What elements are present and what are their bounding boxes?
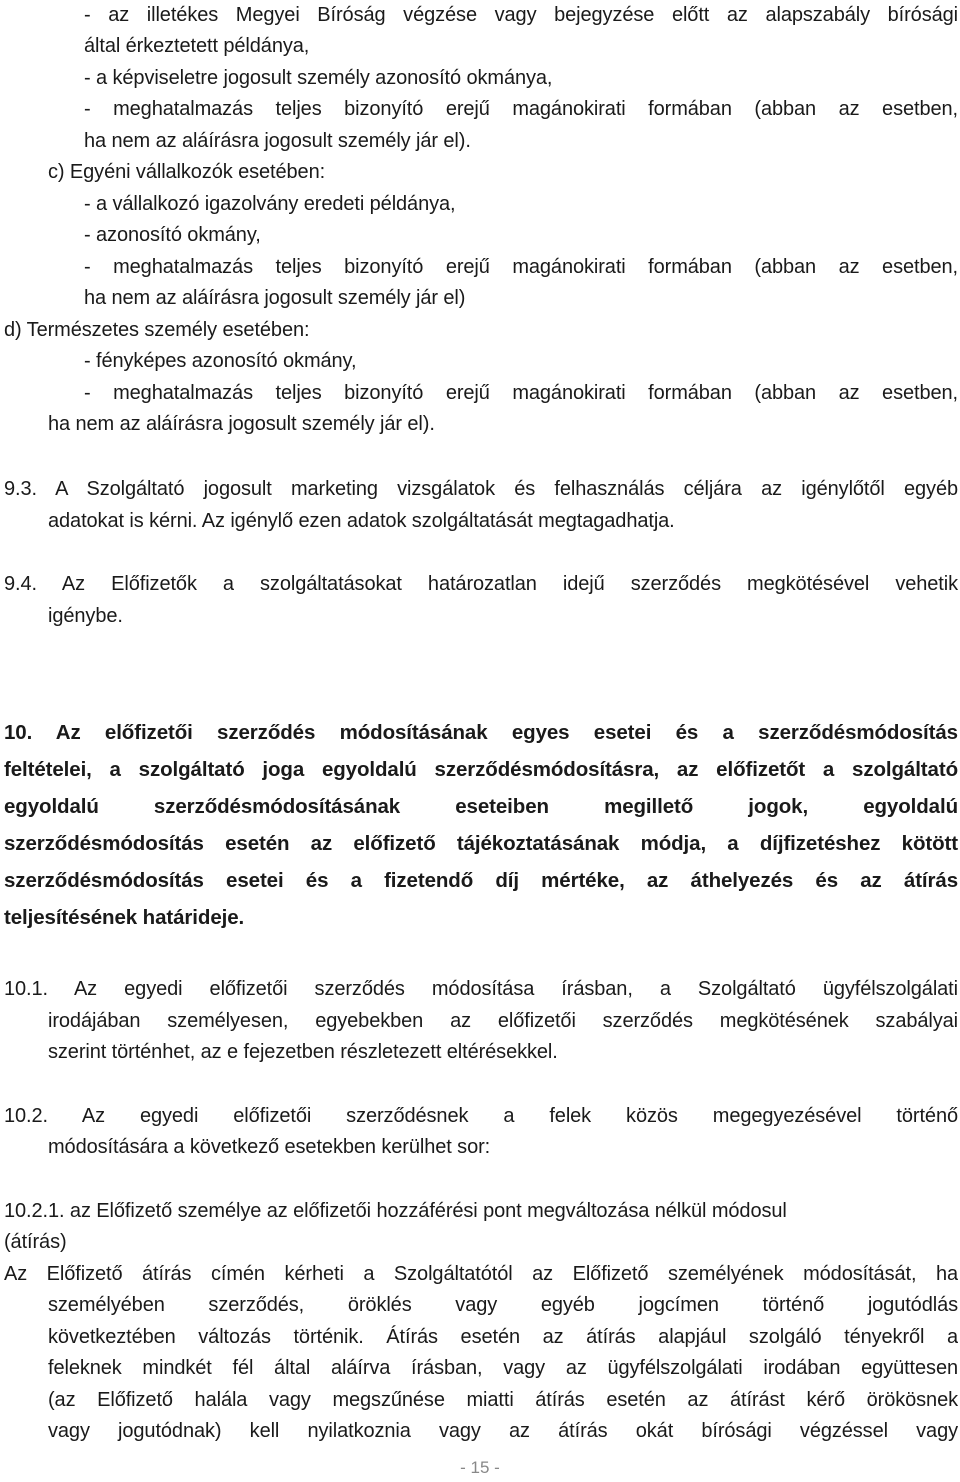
text-line: által érkeztetett példánya, bbox=[84, 35, 310, 57]
paragraph-10-2-1: (átírás) bbox=[4, 1231, 67, 1253]
paragraph-9-3: 9.3. A Szolgáltató jogosult marketing vizsgálatok és felhasználás céljára az igénylőtől egyéb bbox=[4, 478, 958, 500]
list-item: ha nem az aláírásra jogosult személy jár el). bbox=[48, 413, 435, 435]
section-heading: feltételei, a szolgáltató joga egyoldalú szerződésmódosításra, az előfizetőt a szolgáltató bbox=[4, 758, 958, 781]
text-line: - meghatalmazás teljes bizonyító erejű magánokirati formában (abban az esetben, bbox=[84, 98, 958, 120]
text-line: ha nem az aláírásra jogosult személy jár el). bbox=[84, 130, 471, 152]
section-c-title: c) Egyéni vállalkozók esetében: bbox=[48, 161, 326, 183]
text-line: - az illetékes Megyei Bíróság végzése vagy bejegyzése előtt az alapszabály bírósági bbox=[84, 4, 958, 26]
paragraph-body: (az Előfizető halála vagy megszűnése miatti átírás esetén az átírást kérő örökösnek bbox=[48, 1389, 958, 1411]
section-heading: egyoldalú szerződésmódosításának eseteiben megillető jogok, egyoldalú bbox=[4, 795, 958, 818]
list-item: - meghatalmazás teljes bizonyító erejű magánokirati formában (abban az esetben, bbox=[84, 256, 958, 278]
paragraph-body: következtében változás történik. Átírás esetén az átírás alapjául szolgáló tényekről a bbox=[48, 1326, 958, 1348]
paragraph-10-2-1: 10.2.1. az Előfizető személye az előfizetői hozzáférési pont megváltozása nélkül módosul bbox=[4, 1200, 787, 1222]
paragraph-body: feleknek mindkét fél által aláírva írásban, vagy az ügyfélszolgálati irodában együttesen bbox=[48, 1357, 958, 1379]
list-item: - azonosító okmány, bbox=[84, 224, 261, 246]
text-line: - a képviseletre jogosult személy azonosító okmánya, bbox=[84, 67, 553, 89]
section-d-title: d) Természetes személy esetében: bbox=[4, 319, 310, 341]
list-item: - fényképes azonosító okmány, bbox=[84, 350, 357, 372]
paragraph-9-3: adatokat is kérni. Az igénylő ezen adatok szolgáltatását megtagadhatja. bbox=[48, 510, 675, 532]
section-heading: szerződésmódosítás esetei és a fizetendő díj mértéke, az áthelyezés és az átírás bbox=[4, 869, 958, 892]
paragraph-10-1: irodájában személyesen, egyebekben az előfizetői szerződés megkötésének szabályai bbox=[48, 1010, 958, 1032]
paragraph-body: Az Előfizető átírás címén kérheti a Szolgáltatótól az Előfizető személyének módosítását, ha bbox=[4, 1263, 958, 1285]
paragraph-10-2: 10.2. Az egyedi előfizetői szerződésnek a felek közös megegyezésével történő bbox=[4, 1105, 958, 1127]
section-heading: szerződésmódosítás esetén az előfizető tájékoztatásának módja, a díjfizetéshez kötött bbox=[4, 832, 958, 855]
list-item: - a vállalkozó igazolvány eredeti példánya, bbox=[84, 193, 456, 215]
paragraph-10-2: módosítására a következő esetekben kerülhet sor: bbox=[48, 1136, 491, 1158]
list-item: ha nem az aláírásra jogosult személy jár el) bbox=[84, 287, 466, 309]
paragraph-10-1: szerint történhet, az e fejezetben részletezett eltérésekkel. bbox=[48, 1041, 558, 1063]
page-number: - 15 - bbox=[460, 1458, 500, 1477]
paragraph-9-4: 9.4. Az Előfizetők a szolgáltatásokat határozatlan idejű szerződés megkötésével vehetik bbox=[4, 573, 958, 595]
paragraph-body: személyében szerződés, öröklés vagy egyéb jogcímen történő jogutódlás bbox=[48, 1294, 958, 1316]
paragraph-body: vagy jogutódnak) kell nyilatkoznia vagy az átírás okát bírósági végzéssel vagy bbox=[48, 1420, 958, 1442]
paragraph-9-4: igénybe. bbox=[48, 605, 123, 627]
section-heading: 10. Az előfizetői szerződés módosításának egyes esetei és a szerződésmódosítás bbox=[4, 721, 958, 744]
section-heading: teljesítésének határideje. bbox=[4, 906, 245, 929]
list-item: - meghatalmazás teljes bizonyító erejű magánokirati formában (abban az esetben, bbox=[84, 382, 958, 404]
paragraph-10-1: 10.1. Az egyedi előfizetői szerződés módosítása írásban, a Szolgáltató ügyfélszolgálati bbox=[4, 978, 958, 1000]
